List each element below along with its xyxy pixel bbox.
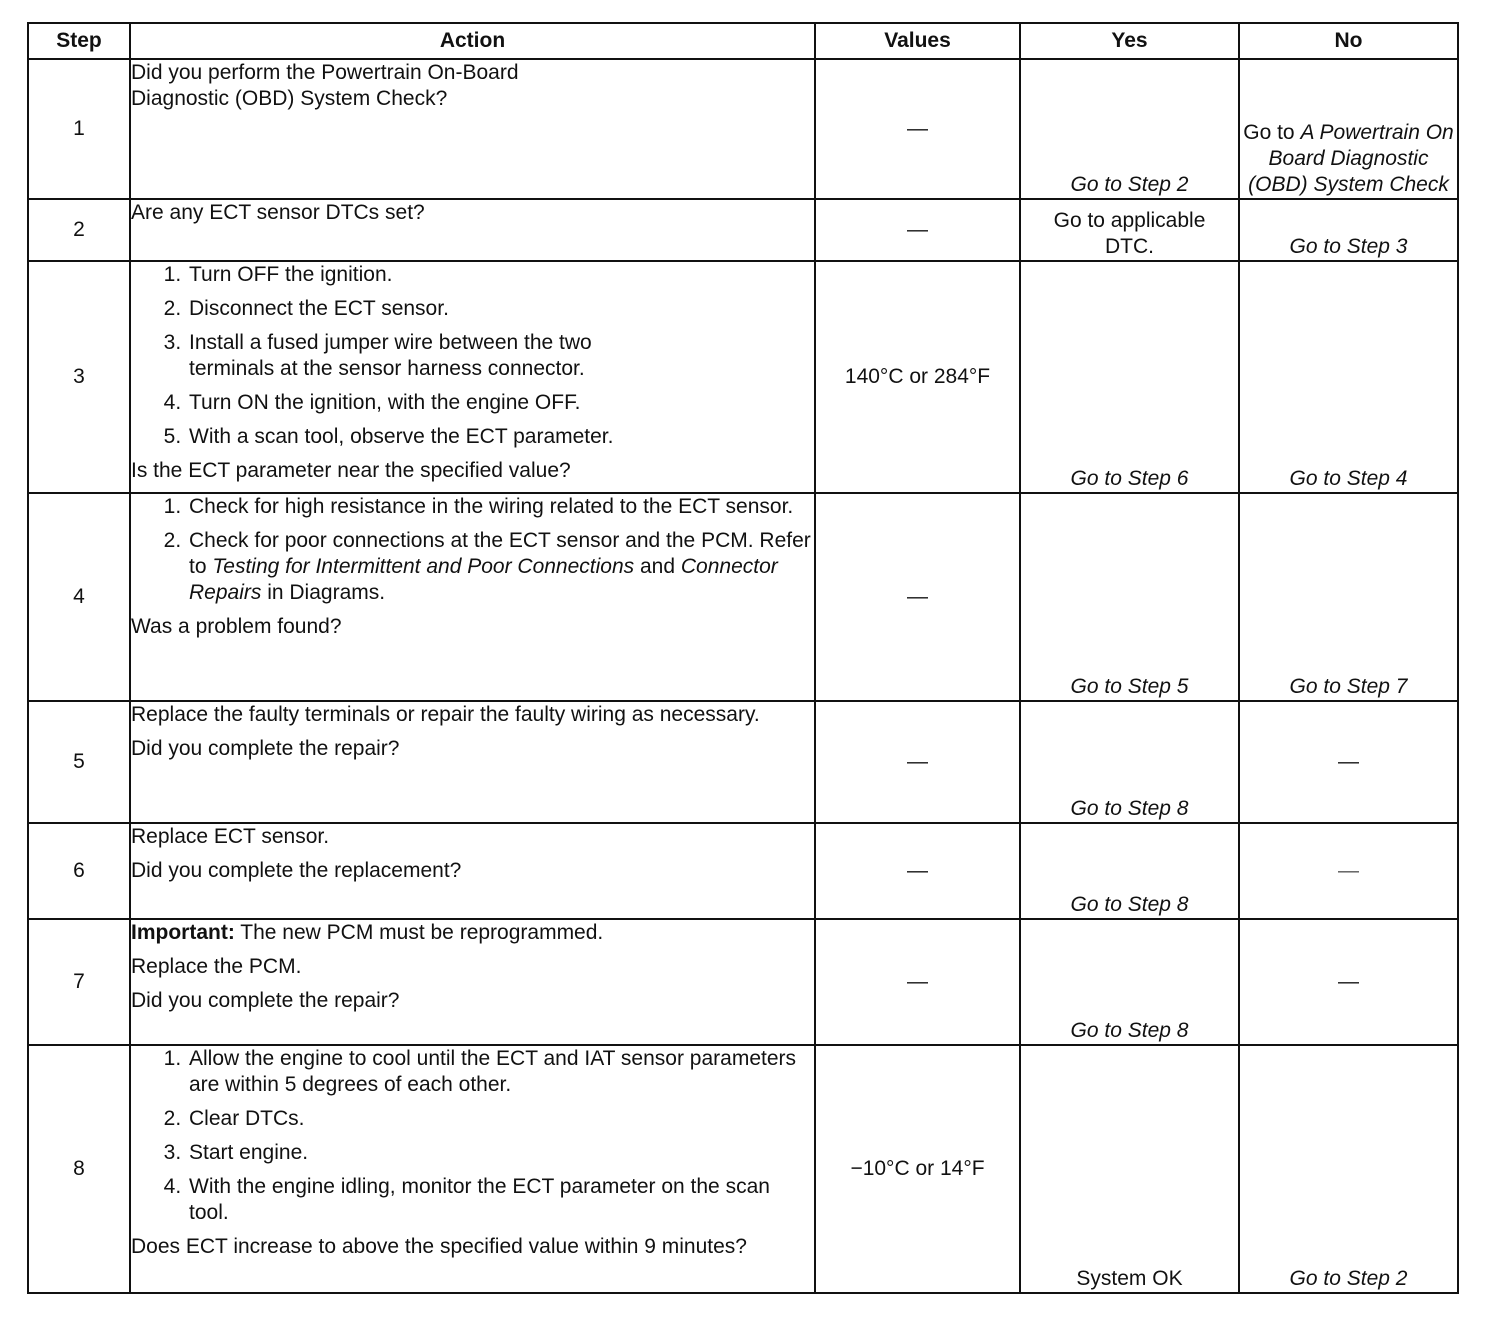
action-question: Are any ECT sensor DTCs set? (131, 201, 425, 224)
action-cell (130, 261, 815, 493)
step-text: and (634, 555, 681, 578)
action-cell (130, 823, 815, 919)
no-cell: Go to Step 7 (1239, 493, 1458, 701)
step-number: 4 (28, 493, 130, 701)
step-number: 6 (28, 823, 130, 919)
step-number: 2 (28, 199, 130, 261)
table-row (28, 261, 1458, 493)
action-step (187, 528, 814, 606)
action-step: 2. Disconnect the ECT sensor. (187, 296, 814, 322)
action-cell (130, 701, 815, 823)
no-reference: A Powertrain On Board Diagnostic (OBD) System Check (1248, 121, 1454, 196)
table-row (28, 823, 1458, 919)
step-number: 3 (28, 261, 130, 493)
yes-cell: Go to Step 6 (1020, 261, 1239, 493)
action-steps (131, 1046, 814, 1226)
action-question: Is the ECT parameter near the specified value? (131, 459, 571, 482)
yes-cell: Go to Step 5 (1020, 493, 1239, 701)
no-cell: — (1239, 919, 1458, 1045)
header-no: No (1239, 23, 1458, 59)
values-cell: — (815, 701, 1020, 823)
table-row (28, 1045, 1458, 1293)
no-prefix: Go to (1243, 121, 1301, 144)
yes-cell: Go to Step 2 (1020, 59, 1239, 199)
table-row (28, 493, 1458, 701)
step-text: Check for poor connections at the ECT sensor and the PCM. Refer to (189, 529, 811, 578)
reference-connector-repairs: Connector Repairs (189, 555, 778, 604)
action-cell (130, 493, 815, 701)
step-number: 1 (28, 59, 130, 199)
action-instruction: Replace the faulty terminals or repair the faulty wiring as necessary. (131, 703, 760, 726)
step-text: in Diagrams. (261, 581, 386, 604)
no-cell: Go to Step 2 (1239, 1045, 1458, 1293)
action-step: 5. With a scan tool, observe the ECT parameter. (187, 424, 814, 450)
action-cell (130, 199, 815, 261)
diagnostic-table (27, 22, 1459, 1294)
table-row (28, 701, 1458, 823)
no-cell (1239, 59, 1458, 199)
action-step: 3. Install a fused jumper wire between the two terminals at the sensor harness connector. (187, 330, 659, 382)
step-number: 7 (28, 919, 130, 1045)
header-step: Step (28, 23, 130, 59)
action-question: Did you perform the Powertrain On-Board Diagnostic (OBD) System Check? (131, 61, 519, 110)
yes-cell: System OK (1020, 1045, 1239, 1293)
action-step: 4. Turn ON the ignition, with the engine OFF. (187, 390, 814, 416)
action-cell (130, 59, 815, 199)
yes-cell: Go to Step 8 (1020, 701, 1239, 823)
action-step: 1. Check for high resistance in the wiring related to the ECT sensor. (187, 494, 814, 520)
table-row (28, 919, 1458, 1045)
action-steps (131, 494, 814, 606)
values-cell: 140°C or 284°F (815, 261, 1020, 493)
important-label: Important: (131, 921, 235, 944)
table-row (28, 59, 1458, 199)
header-row (28, 23, 1458, 59)
action-question: Was a problem found? (131, 615, 342, 638)
important-note (131, 920, 814, 946)
values-cell: — (815, 919, 1020, 1045)
no-cell: — (1239, 701, 1458, 823)
values-cell: — (815, 823, 1020, 919)
values-cell: — (815, 59, 1020, 199)
no-cell: Go to Step 3 (1239, 199, 1458, 261)
yes-text: Go to applicable DTC. (1053, 209, 1206, 258)
values-cell: — (815, 493, 1020, 701)
header-yes: Yes (1020, 23, 1239, 59)
values-cell: −10°C or 14°F (815, 1045, 1020, 1293)
step-number: 5 (28, 701, 130, 823)
step-number: 8 (28, 1045, 130, 1293)
no-cell: Go to Step 4 (1239, 261, 1458, 493)
no-cell: — (1239, 823, 1458, 919)
action-question: Does ECT increase to above the specified value within 9 minutes? (131, 1235, 747, 1258)
action-question: Did you complete the replacement? (131, 859, 462, 882)
action-question: Did you complete the repair? (131, 989, 400, 1012)
action-step: 2. Clear DTCs. (187, 1106, 814, 1132)
action-instruction: Replace ECT sensor. (131, 825, 330, 848)
action-step: 1. Turn OFF the ignition. (187, 262, 814, 288)
action-cell (130, 1045, 815, 1293)
important-text: The new PCM must be reprogrammed. (234, 921, 604, 944)
action-instruction: Replace the PCM. (131, 955, 302, 978)
header-values: Values (815, 23, 1020, 59)
values-cell: — (815, 199, 1020, 261)
action-step: 3. Start engine. (187, 1140, 814, 1166)
action-step: 4. With the engine idling, monitor the ECT parameter on the scan tool. (187, 1174, 814, 1226)
action-step: 1. Allow the engine to cool until the ECT and IAT sensor parameters are within 5 degrees of each other. (187, 1046, 814, 1098)
yes-cell: Go to Step 8 (1020, 919, 1239, 1045)
action-steps (131, 262, 814, 450)
table-row (28, 199, 1458, 261)
action-cell (130, 919, 815, 1045)
reference-testing: Testing for Intermittent and Poor Connections (212, 555, 635, 578)
header-action: Action (130, 23, 815, 59)
yes-cell: Go to Step 8 (1020, 823, 1239, 919)
action-question: Did you complete the repair? (131, 737, 400, 760)
yes-cell (1020, 199, 1239, 261)
